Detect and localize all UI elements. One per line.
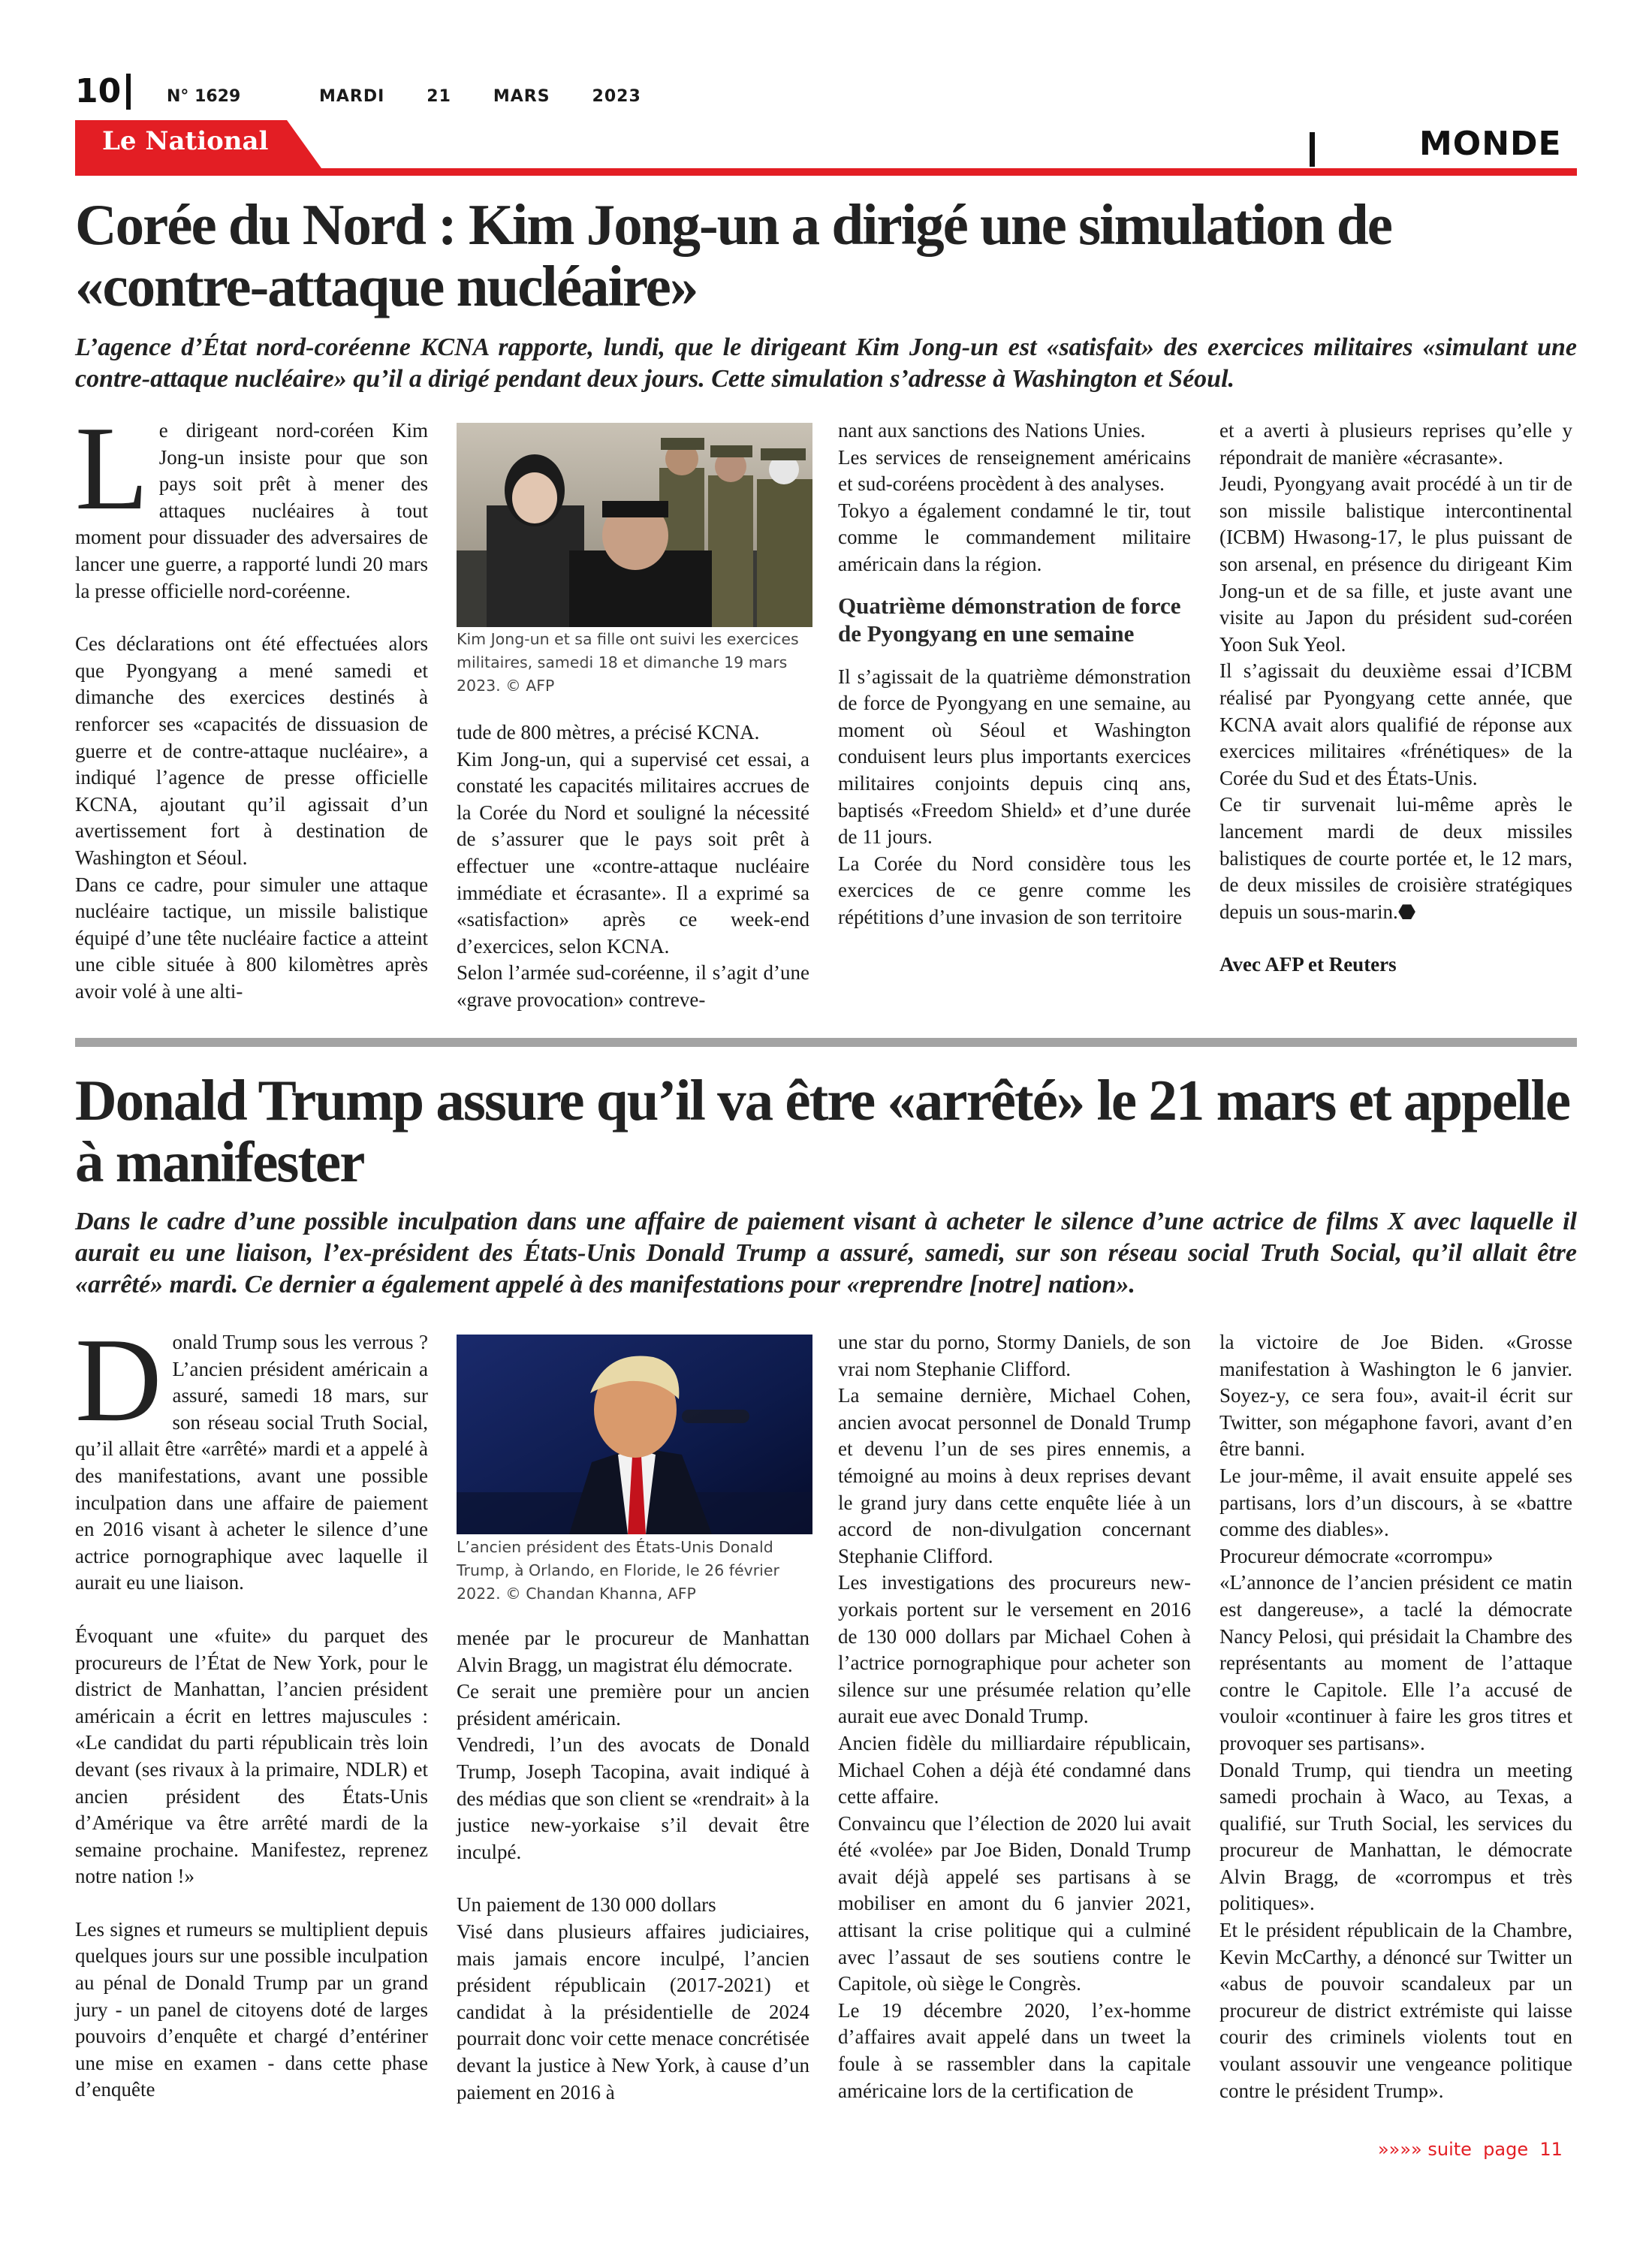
- article1-paragraph: La Corée du Nord considère tous les exercices de ce genre comme les répétitions d’une invasion de son territoire: [838, 852, 1191, 928]
- article1-paragraph: Il s’agissait du deuxième essai d’ICBM réalisé par Pyongyang cette année, que KCNA avait alors qualifié de réponse aux exercices militaires «frénétiques» de la Corée du Sud et des États-Unis.: [1219, 659, 1572, 789]
- article1-paragraph: tude de 800 mètres, a précisé KCNA.: [457, 721, 760, 743]
- article1-photo: [457, 423, 812, 627]
- article2-paragraph: Visé dans plusieurs affaires judiciaires, mais jamais encore inculpé, l’ancien président républicain (2017-2021) et candidat à la présidentielle de 2024 pourrait donc voir cette menace concrétisée devant la justice à New York, à cause d’un paiement en 2016 à: [457, 1920, 810, 2104]
- issue-date: MARDI 21 MARS 2023: [319, 87, 641, 106]
- article1-final-sentence: Ce tir survenait lui-même après le lancement mardi de deux missiles balistiques de courte portée et, le 12 mars, de deux missiles de croisière stratégiques depuis un sous-marin.: [1219, 793, 1572, 923]
- article2-paragraph: Vendredi, l’un des avocats de Donald Trump, Joseph Tacopina, avait indiqué à des médias que son client se «rendrait» à la justice new-yorkaise s’il devait être inculpé.: [457, 1733, 809, 1863]
- article2-column-4: [1219, 1329, 1572, 2104]
- article1-photo-caption: Kim Jong-un et sa fille ont suivi les exercices militaires, samedi 18 et dimanche 19 mars 2023. © AFP: [457, 630, 799, 695]
- article2-paragraph: onald Trump sous les verrous ? L’ancien président américain a assuré, samedi 18 mars, sur son réseau social Truth Social, qu’il allait être «arrêté» mardi et a appelé à des manifestations, avant une possible inculpation dans une affaire de paiement en 2016 visant à acheter le silence d’une actrice pornographique avec laquelle il aurait eu une liaison.: [75, 1331, 428, 1594]
- continued-on-page-link[interactable]: »»»» suite page 11: [1378, 2139, 1563, 2160]
- article1-column-4: [1219, 418, 1572, 979]
- article1-paragraph: e dirigeant nord-coréen Kim Jong-un insiste pour que son pays soit prêt à mener des attaques nucléaires à tout moment pour dissuader des adversaires de lancer une guerre, a rapporté lundi 20 mars la presse officielle nord-coréenne.: [75, 419, 428, 602]
- article2-column-3: [838, 1329, 1191, 2104]
- article2-paragraph: Donald Trump, qui tiendra un meeting samedi prochain à Waco, au Texas, a qualifié, sur Truth Social, les services du procureur de Manhattan, le démocrate Alvin Bragg, de «corrompus et très politiques».: [1219, 1758, 1572, 1915]
- article2-lead: Dans le cadre d’une possible inculpation dans une affaire de paiement visant à acheter le silence d’une actrice de films X avec laquelle il aurait eu une liaison, l’ex-président des États-Unis Donald Trump a assuré, samedi, sur son réseau social Truth Social, qu’il allait être «arrêté» mardi. Ce dernier a également appelé à des manifestations pour «reprendre [notre] nation».: [75, 1208, 1577, 1298]
- article2-paragraph: une star du porno, Stormy Daniels, de son vrai nom Stephanie Clifford.: [838, 1331, 1191, 1380]
- article2-paragraph: Les investigations des procureurs new-yorkais portent sur le versement en 2016 de 130 000 dollars par Michael Cohen à l’actrice pornographique pour acheter son silence sur une présumée relation qu’elle aurait eue avec Donald Trump.: [838, 1571, 1191, 1728]
- donald-trump-photo-image: [457, 1335, 812, 1534]
- article2-paragraph: Le jour-même, il avait ensuite appelé ses partisans, lors d’un discours, à se «battre comme des diables».: [1219, 1464, 1572, 1541]
- section-label: MONDE: [1419, 125, 1562, 163]
- article1-paragraph: Jeudi, Pyongyang avait procédé à un tir de son missile balistique intercontinental (ICBM) Hwasong-17, le plus puissant de son arsenal, en présence du dirigeant Kim Jong-un et de sa fille, et juste avant une visite au Japon du président sud-coréen Yoon Suk Yeol.: [1219, 472, 1572, 656]
- section-divider: [1310, 132, 1315, 167]
- article2-paragraph: «L’annonce de l’ancien président ce matin est dangereuse», a taclé la démocrate Nancy Pelosi, qui présidait la Chambre des représentants au moment de l’attaque contre le Capitole. Elle l’a accusé de vouloir «continuer à faire les gros titres et provoquer ses partisans».: [1219, 1571, 1572, 1754]
- article1-paragraph: [1219, 792, 1572, 925]
- page-number: 10: [75, 72, 122, 110]
- article2-paragraph: La semaine dernière, Michael Cohen, ancien avocat personnel de Donald Trump et devenu l’un de ses pires ennemis, a témoigné au moins à deux reprises devant le grand jury dans cette enquête liée à un accord de non-divulgation concernant Stephanie Clifford.: [838, 1384, 1191, 1567]
- article1-paragraph: Ces déclarations ont été effectuées alors que Pyongyang a mené samedi et dimanche des exercices destinés à renforcer ses «capacités de dissuasion de guerre et de contre-attaque nucléaire», a indiqué l’agence de presse officielle KCNA, ajoutant qu’il agissait d’un avertissement fort à destination de Washington et Séoul.: [75, 632, 428, 869]
- article1-dropcap: L: [75, 401, 149, 535]
- article1-paragraph: Kim Jong-un, qui a supervisé cet essai, a constaté les capacités militaires accrues de la Corée du Nord et souligné la nécessité de s’assurer que le pays soit prêt à effectuer une «contre-attaque nucléaire immédiate et écrasante». Il a exprimé sa «satisfaction» après ce week-end d’exercices, selon KCNA.: [457, 747, 809, 958]
- article-divider: [75, 1038, 1577, 1047]
- article1-paragraph: Il s’agissait de la quatrième démonstration de force de Pyongyang en une semaine, au moment où Séoul et Washington conduisent leurs plus importants exercices militaires conjoints depuis cinq ans, baptisés «Freedom Shield» et d’une durée de 11 jours.: [838, 665, 1191, 849]
- article2-photo-caption: L’ancien président des États-Unis Donald Trump, à Orlando, en Floride, le 26 février 2022. © Chandan Khanna, AFP: [457, 1538, 779, 1603]
- article2-paragraph: Ancien fidèle du milliardaire républicain, Michael Cohen a déjà été condamné dans cette affaire.: [838, 1731, 1191, 1808]
- article2-paragraph: Les signes et rumeurs se multiplient depuis quelques jours sur une possible inculpation au pénal de Donald Trump par un grand jury - un panel de citoyens doté de larges pouvoirs d’enquête et chargé d’entériner une mise en examen - dans cette phase d’enquête: [75, 1917, 428, 2101]
- issue-number: N° 1629: [167, 87, 241, 106]
- article1-paragraph: Les services de renseignement américains et sud-coréens procèdent à des analyses.: [838, 445, 1191, 496]
- article2-column-1: [75, 1313, 428, 2104]
- article1-credit: Avec AFP et Reuters: [1219, 953, 1397, 976]
- article1-paragraph: Tokyo a également condamné le tir, tout comme le commandement militaire américain dans la région.: [838, 499, 1191, 575]
- article2-subheading: Procureur démocrate «corrompu»: [1219, 1544, 1494, 1567]
- article2-column-2: [457, 1625, 809, 2106]
- article2-paragraph: menée par le procureur de Manhattan Alvin Bragg, un magistrat élu démocrate.: [457, 1627, 809, 1676]
- header-divider: [126, 74, 131, 110]
- article1-paragraph: et a averti à plusieurs reprises qu’elle y répondrait de manière «écrasante».: [1219, 419, 1572, 469]
- article2-paragraph: Ce serait une première pour un ancien président américain.: [457, 1680, 809, 1730]
- article2-headline: Donald Trump assure qu’il va être «arrêté» le 21 mars et appelle à manifester: [75, 1068, 1569, 1194]
- article1-subheading: Quatrième démonstration de force de Pyongyang en une semaine: [838, 592, 1181, 647]
- article1-paragraph: Dans ce cadre, pour simuler une attaque nucléaire tactique, un missile balistique équipé d’une tête nucléaire factice a atteint une cible située à 800 kilomètres après avoir volé à une alti-: [75, 873, 428, 1003]
- article1-column-3: [838, 418, 1191, 931]
- article2-paragraph: Le 19 décembre 2020, l’ex-homme d’affaires avait appelé dans un tweet la foule à se rassembler dans la capitale américaine lors de la certification de: [838, 1998, 1191, 2102]
- article1-headline: Corée du Nord : Kim Jong-un a dirigé une simulation de «contre-attaque nucléaire»: [75, 192, 1391, 318]
- article2-dropcap: D: [75, 1313, 162, 1446]
- article1-lead: L’agence d’État nord-coréenne KCNA rapporte, lundi, que le dirigeant Kim Jong-un est «satisfait» des exercices militaires «simulant une contre-attaque nucléaire» qu’il a dirigé pendant deux jours. Cette simulation s’adresse à Washington et Séoul.: [75, 333, 1577, 393]
- article2-paragraph: la victoire de Joe Biden. «Grosse manifestation à Washington le 6 janvier. Soyez-y, ce sera fou», avait-il écrit sur Twitter, son mégaphone favori, avant d’en être banni.: [1219, 1331, 1572, 1461]
- brand-name: Le National: [102, 126, 269, 156]
- article2-paragraph: Convaincu que l’élection de 2020 lui avait été «volée» par Joe Biden, Donald Trump avait déjà appelé ses partisans à se mobiliser en amont du 6 janvier 2021, attisant la crise politique qui a culminé avec l’assaut de ses soutiens contre le Capitole, où siège le Congrès.: [838, 1811, 1191, 1995]
- article2-paragraph: Et le président républicain de la Chambre, Kevin McCarthy, a dénoncé sur Twitter un «abus de pouvoir scandaleux par un procureur de district extrémiste qui laisse courir des criminels violents tout en voulant assouvir une vengeance politique contre le président Trump».: [1219, 1919, 1572, 2102]
- article1-paragraph: Selon l’armée sud-coréenne, il s’agit d’une «grave provocation» contreve-: [457, 961, 809, 1011]
- article2-paragraph: Évoquant une «fuite» du parquet des procureurs de l’État de New York, pour le district de Manhattan, l’ancien président américain a écrit en lettres majuscules : «Le candidat du parti républicain très loin devant (ses rivaux à la primaire, NDLR) et ancien président des États-Unis d’Amérique va être arrêté mardi de la semaine prochaine. Manifestez, reprenez notre nation !»: [75, 1624, 428, 1888]
- article1-column-1: [75, 401, 428, 1005]
- article1-column-2: [457, 719, 809, 1014]
- article1-paragraph: nant aux sanctions des Nations Unies.: [838, 419, 1146, 442]
- header-rule: [75, 168, 1577, 176]
- kim-jong-un-photo-image: [457, 423, 812, 627]
- end-of-article-icon: ⬣: [1397, 900, 1416, 923]
- article2-subheading: Un paiement de 130 000 dollars: [457, 1893, 716, 1917]
- article2-photo: [457, 1335, 812, 1534]
